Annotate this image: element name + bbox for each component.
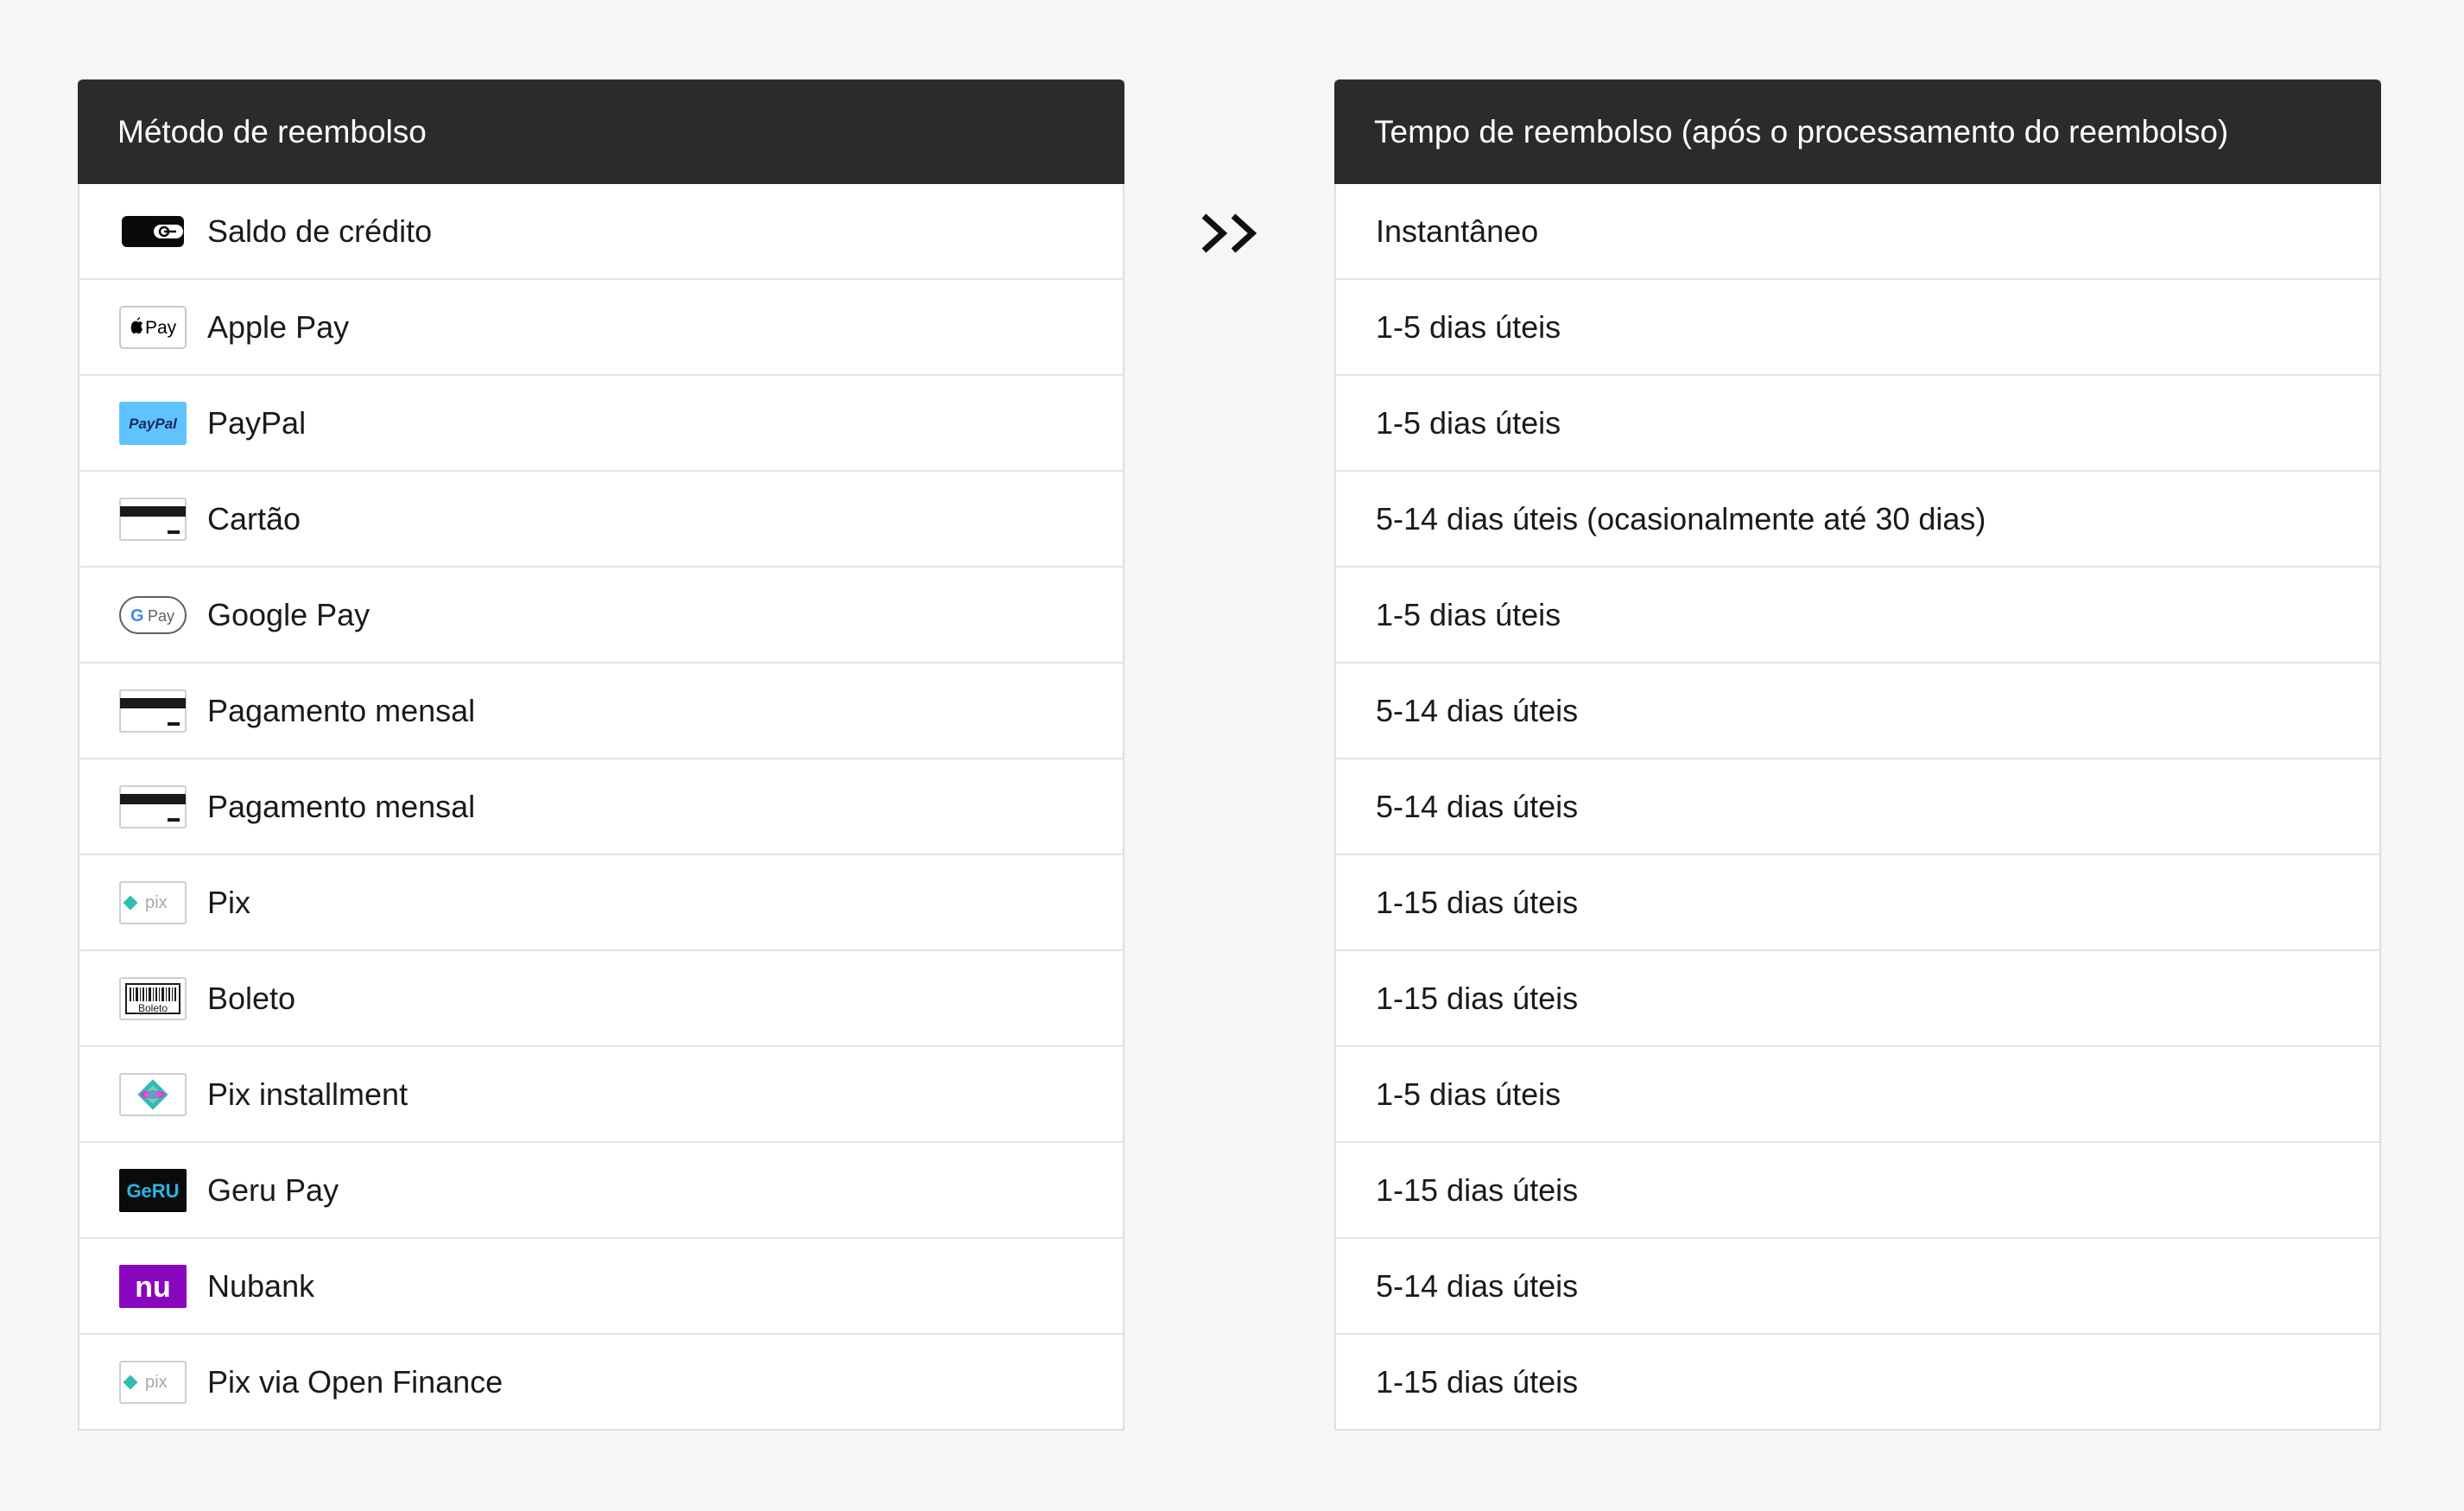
table-row — [79, 1143, 1123, 1239]
pix-icon — [119, 881, 187, 924]
table-row — [1336, 472, 2379, 568]
svg-text:pix: pix — [145, 892, 168, 912]
method-label: Pix — [207, 884, 251, 920]
table-row — [1336, 184, 2379, 280]
table-row — [1336, 855, 2379, 951]
method-label: Google Pay — [207, 596, 371, 632]
refund-time-value: Instantâneo — [1376, 213, 1539, 249]
table-row — [1336, 376, 2379, 472]
table-row — [1336, 759, 2379, 855]
table-row — [1336, 951, 2379, 1047]
refund-time-value: 1-5 dias úteis — [1376, 404, 1561, 441]
method-label: Apple Pay — [207, 308, 350, 345]
apple-pay-icon — [119, 306, 187, 349]
table-row — [79, 376, 1123, 472]
table-row — [79, 663, 1123, 759]
table-row — [79, 855, 1123, 951]
method-label: Boleto — [207, 980, 296, 1016]
method-label: Saldo de crédito — [207, 213, 433, 249]
table-row — [1336, 1143, 2379, 1239]
method-label: Pagamento mensal — [207, 692, 476, 728]
svg-text:GeRU: GeRU — [126, 1179, 180, 1202]
pix-installment-icon — [119, 1073, 187, 1116]
svg-text:Pay: Pay — [145, 317, 177, 338]
table-row — [79, 1047, 1123, 1143]
refund-time-value: 5-14 dias úteis (ocasionalmente até 30 dias) — [1376, 500, 1986, 536]
card-icon — [119, 689, 187, 733]
refund-time-value: 1-5 dias úteis — [1376, 1076, 1561, 1112]
method-label: Nubank — [207, 1267, 315, 1304]
card-icon — [119, 785, 187, 829]
table-row — [1336, 568, 2379, 663]
refund-time-value: 5-14 dias úteis — [1376, 692, 1579, 728]
table-row — [79, 1239, 1123, 1335]
table-row — [79, 280, 1123, 376]
refund-time-value: 1-5 dias úteis — [1376, 308, 1561, 345]
method-label: Cartão — [207, 500, 301, 536]
refund-time-value: 1-15 dias úteis — [1376, 1171, 1579, 1208]
refund-time-value: 1-15 dias úteis — [1376, 980, 1579, 1016]
refund-time-value: 1-5 dias úteis — [1376, 596, 1561, 632]
method-label: Pix installment — [207, 1076, 409, 1112]
google-pay-icon — [119, 594, 187, 637]
svg-text:nu: nu — [135, 1270, 171, 1304]
geru-icon — [119, 1169, 187, 1212]
table-row — [1336, 663, 2379, 759]
refund-method-header: Método de reembolso — [78, 79, 1124, 184]
refund-time-header: Tempo de reembolso (após o processamento do reembolso) — [1334, 79, 2381, 184]
pix-icon — [119, 1361, 187, 1404]
method-label: PayPal — [207, 404, 307, 441]
table-row — [79, 1335, 1123, 1429]
table-row — [79, 472, 1123, 568]
refund-time-value: 5-14 dias úteis — [1376, 788, 1579, 824]
refund-method-table — [78, 79, 1124, 1431]
table-row — [1336, 1047, 2379, 1143]
svg-text:pix: pix — [145, 1372, 168, 1392]
table-row — [1336, 1239, 2379, 1335]
refund-time-value: 5-14 dias úteis — [1376, 1267, 1579, 1304]
svg-text:PayPal: PayPal — [129, 415, 177, 432]
method-label: Pagamento mensal — [207, 788, 476, 824]
method-label: Pix via Open Finance — [207, 1363, 504, 1400]
svg-text:Boleto: Boleto — [137, 1001, 168, 1014]
table-row — [1336, 1335, 2379, 1429]
svg-text:Pay: Pay — [148, 606, 175, 625]
refund-time-table — [1334, 79, 2381, 1431]
nubank-icon — [119, 1265, 187, 1308]
svg-text:G: G — [130, 606, 144, 625]
table-row — [1336, 280, 2379, 376]
paypal-icon — [119, 402, 187, 445]
table-row — [79, 759, 1123, 855]
refund-time-value: 1-15 dias úteis — [1376, 1363, 1579, 1400]
table-row — [79, 184, 1123, 280]
wallet-icon — [119, 210, 187, 253]
table-row — [79, 568, 1123, 663]
method-label: Geru Pay — [207, 1171, 339, 1208]
card-icon — [119, 498, 187, 541]
table-row — [79, 951, 1123, 1047]
boleto-icon — [119, 977, 187, 1020]
double-chevron-right-icon — [1197, 207, 1266, 259]
refund-time-value: 1-15 dias úteis — [1376, 884, 1579, 920]
